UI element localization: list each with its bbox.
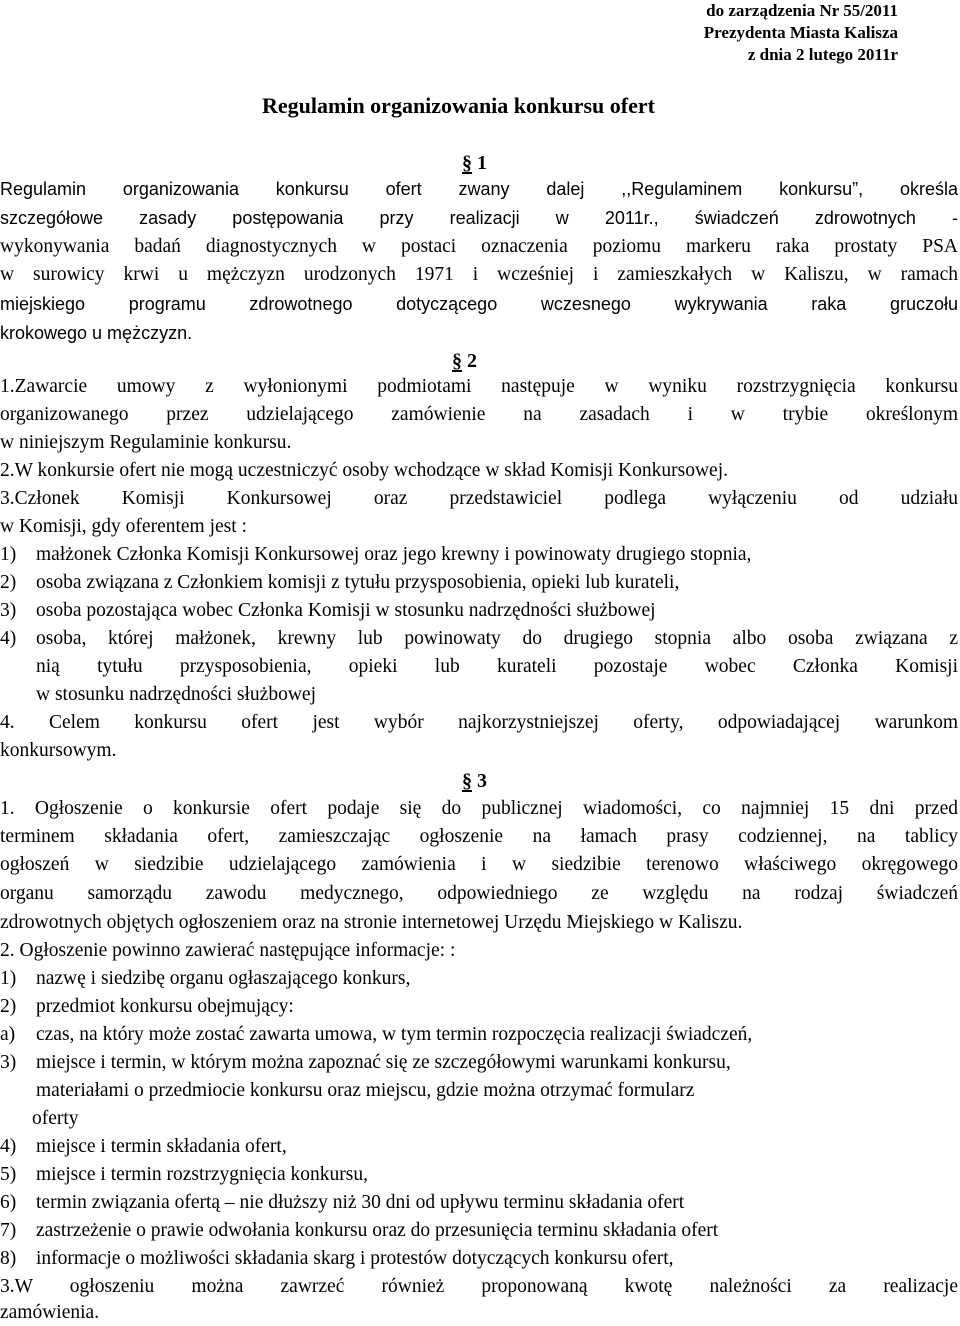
list-item-number: 1)	[0, 968, 17, 989]
list-item-text: nazwę i siedzibę organu ogłaszającego konkurs,	[36, 968, 411, 989]
list-item-text: osoba, której małżonek, krewny lub powinowaty do drugiego stopnia albo osoba związana z	[36, 628, 958, 649]
section-3-p1-line: terminem składania ofert, zamieszczając ogłoszenie na łamach prasy codziennej, na tablicy	[0, 826, 958, 847]
list-item-number: 4)	[0, 628, 17, 649]
section-symbol: §	[462, 152, 472, 174]
list-item-number: 3)	[0, 600, 17, 621]
section-symbol: §	[462, 770, 472, 792]
list-item-text: czas, na który może zostać zawarta umowa, w tym termin rozpoczęcia realizacji świadczeń,	[36, 1024, 753, 1045]
section-3-p1-line: zdrowotnych objętych ogłoszeniem oraz na stronie internetowej Urzędu Miejskiego w Kaliszu.	[0, 912, 743, 933]
section-2-p3-line: w Komisji, gdy oferentem jest :	[0, 516, 247, 537]
list-item-number: a)	[0, 1024, 16, 1045]
list-item-text: miejsce i termin, w którym można zapoznać się ze szczegółowymi warunkami konkursu,	[36, 1052, 731, 1073]
section-2-heading	[452, 348, 477, 374]
list-item-text: nią tytułu przysposobienia, opieki lub kurateli pozostaje wobec Członka Komisji	[36, 656, 958, 677]
section-number: 3	[477, 770, 487, 792]
list-item-text: informacje o możliwości składania skarg i protestów dotyczących konkursu ofert,	[36, 1248, 674, 1269]
section-3-p3-line: zamówienia.	[0, 1302, 100, 1323]
list-item-text: osoba związana z Członkiem komisji z tytułu przysposobienia, opieki lub kurateli,	[36, 572, 680, 593]
section-1-line: szczegółowe zasady postępowania przy realizacji w 2011r., świadczeń zdrowotnych -	[0, 208, 958, 228]
section-2-p4-line: konkursowym.	[0, 740, 117, 761]
header-line-1: do zarządzenia Nr 55/2011	[706, 1, 898, 20]
section-3-p1-line: 1. Ogłoszenie o konkursie ofert podaje się do publicznej wiadomości, co najmniej 15 dni przed	[0, 798, 958, 819]
section-3-p2: 2. Ogłoszenie powinno zawierać następujące informacje: :	[0, 940, 456, 961]
list-item-text: termin związania ofertą – nie dłuższy niż 30 dni od upływu terminu składania ofert	[36, 1192, 685, 1213]
section-1-line: Regulamin organizowania konkursu ofert zwany dalej ,,Regulaminem konkursu”, określa	[0, 179, 958, 199]
section-2-p4-line: 4. Celem konkursu ofert jest wybór najkorzystniejszej oferty, odpowiadającej warunkom	[0, 712, 958, 733]
list-item-number: 3)	[0, 1052, 17, 1073]
list-item-text: w stosunku nadrzędności służbowej	[36, 684, 316, 705]
list-item-number: 2)	[0, 572, 17, 593]
section-1-line: miejskiego programu zdrowotnego dotyczącego wczesnego wykrywania raka gruczołu	[0, 294, 958, 314]
section-2-p1-line: 1.Zawarcie umowy z wyłonionymi podmiotami następuje w wyniku rozstrzygnięcia konkursu	[0, 376, 958, 397]
section-1-line: w surowicy krwi u mężczyzn urodzonych 1971 i wcześniej i zamieszkałych w Kaliszu, w ramach	[0, 264, 958, 285]
section-2-p1-line: w niniejszym Regulaminie konkursu.	[0, 432, 292, 453]
section-2-p1-line: organizowanego przez udzielającego zamówienie na zasadach i w trybie określonym	[0, 404, 958, 425]
list-item-text: oferty	[32, 1108, 79, 1129]
document-title: Regulamin organizowania konkursu ofert	[262, 93, 655, 118]
list-item-text: zastrzeżenie o prawie odwołania konkursu oraz do przesunięcia terminu składania ofert	[36, 1220, 719, 1241]
list-item-number: 2)	[0, 996, 17, 1017]
list-item-text: materiałami o przedmiocie konkursu oraz miejscu, gdzie można otrzymać formularz	[36, 1080, 695, 1101]
list-item-number: 6)	[0, 1192, 17, 1213]
section-2-p2: 2.W konkursie ofert nie mogą uczestniczyć osoby wchodzące w skład Komisji Konkursowej.	[0, 460, 728, 481]
list-item-number: 5)	[0, 1164, 17, 1185]
section-3-p1-line: ogłoszeń w siedzibie udzielającego zamówienia i w siedzibie terenowo właściwego okręgowego	[0, 854, 958, 875]
section-3-p1-line: organu samorządu zawodu medycznego, odpowiedniego ze względu na rodzaj świadczeń	[0, 883, 958, 904]
header-line-3: z dnia 2 lutego 2011r	[747, 45, 898, 64]
section-3-heading	[462, 768, 487, 794]
list-item-text: małżonek Członka Komisji Konkursowej oraz jego krewny i powinowaty drugiego stopnia,	[36, 544, 752, 565]
section-symbol: §	[452, 350, 462, 372]
list-item-text: przedmiot konkursu obejmujący:	[36, 996, 294, 1017]
section-2-p3-line: 3.Członek Komisji Konkursowej oraz przedstawiciel podlega wyłączeniu od udziału	[0, 488, 958, 509]
header-line-2: Prezydenta Miasta Kalisza	[703, 23, 898, 42]
section-1-line: krokowego u mężczyzn.	[0, 323, 193, 343]
list-item-number: 8)	[0, 1248, 17, 1269]
section-1-line: wykonywania badań diagnostycznych w postaci oznaczenia poziomu markeru raka prostaty PSA	[0, 236, 958, 257]
list-item-text: miejsce i termin składania ofert,	[36, 1136, 287, 1157]
list-item-number: 1)	[0, 544, 17, 565]
list-item-text: miejsce i termin rozstrzygnięcia konkursu,	[36, 1164, 368, 1185]
section-number: 1	[477, 152, 487, 174]
section-1-heading	[462, 150, 487, 176]
section-3-p3-line: 3.W ogłoszeniu można zawrzeć również proponowaną kwotę należności za realizacje	[0, 1276, 958, 1297]
list-item-number: 4)	[0, 1136, 17, 1157]
list-item-number: 7)	[0, 1220, 17, 1241]
list-item-text: osoba pozostająca wobec Członka Komisji w stosunku nadrzędności służbowej	[36, 600, 656, 621]
section-number: 2	[467, 350, 477, 372]
